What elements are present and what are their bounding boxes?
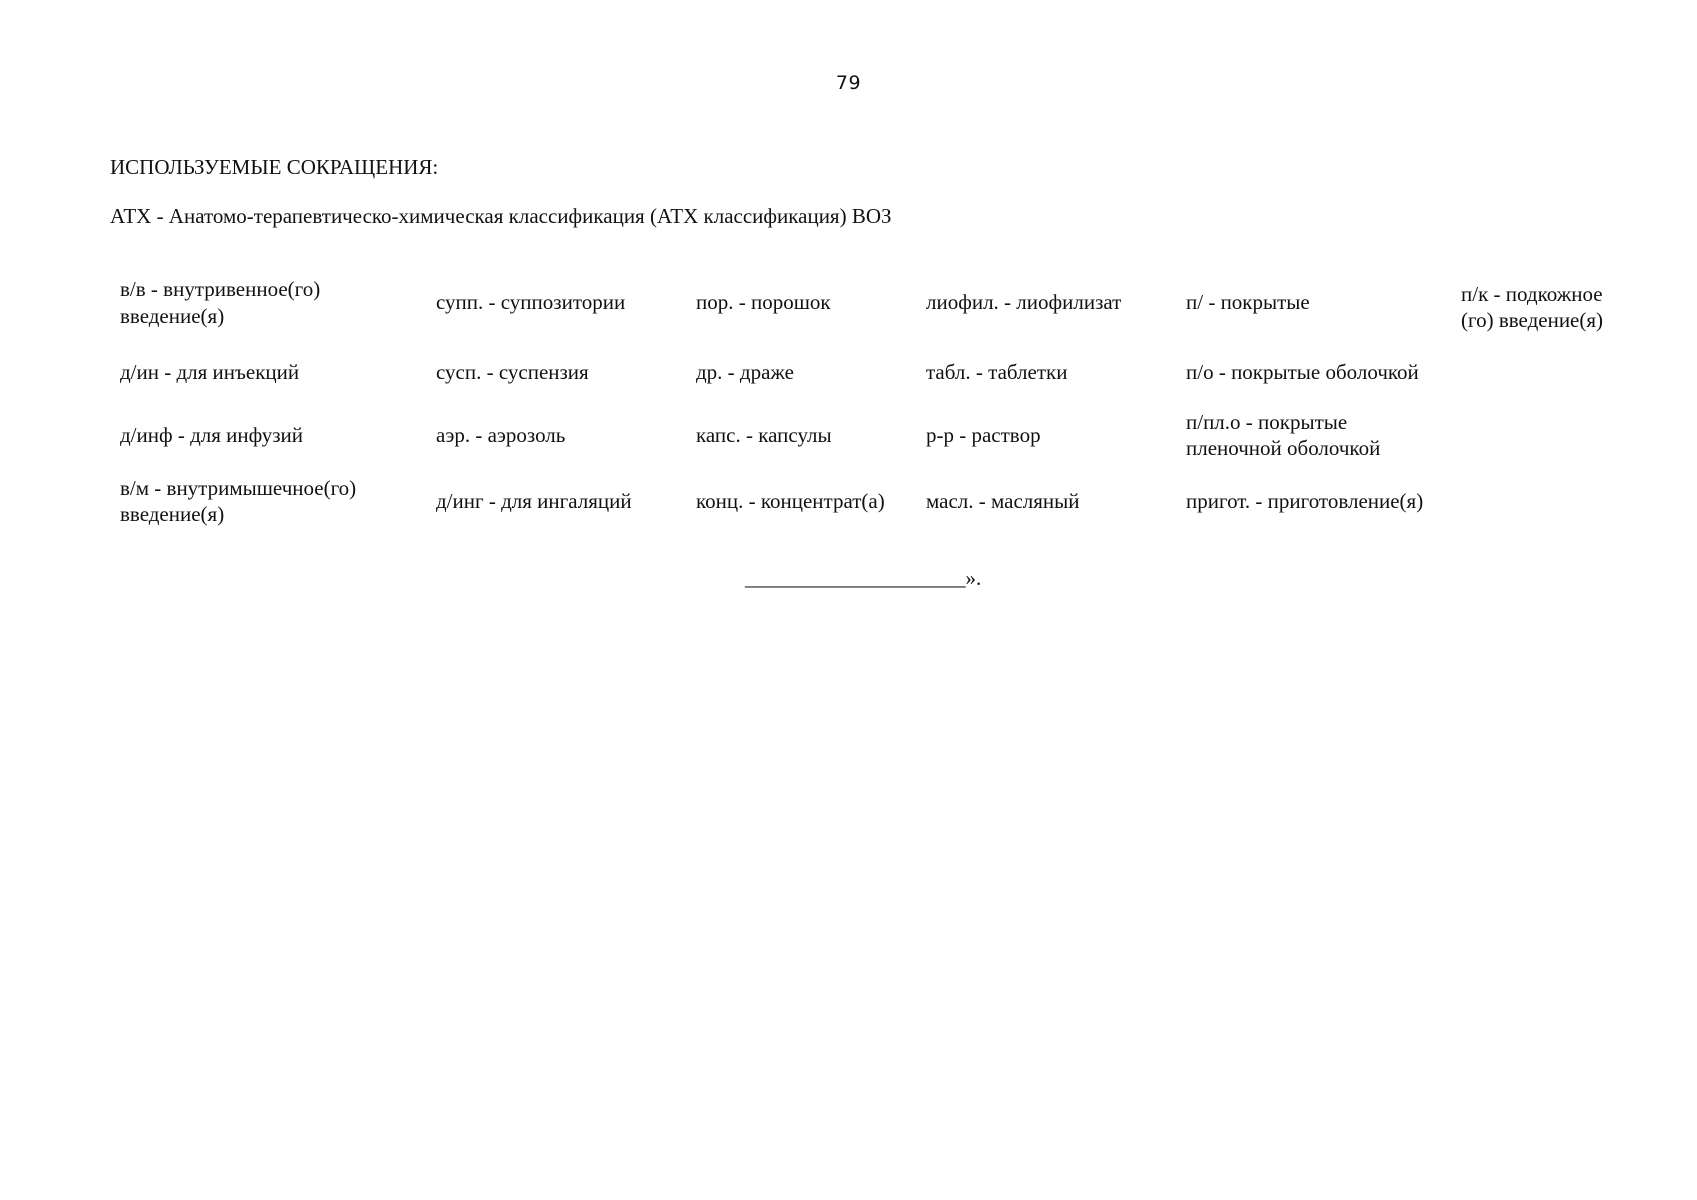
abbreviation-cell: д/инг - для ингаляций — [436, 488, 632, 513]
abbreviation-cell: пор. - порошок — [696, 290, 831, 315]
page-number: 79 — [835, 72, 862, 94]
abbreviation-cell: аэр. - аэрозоль — [436, 422, 566, 447]
abbreviation-cell: капс. - капсулы — [696, 422, 832, 447]
abbreviation-cell: п/пл.о - покрытые пленочной оболочкой — [1186, 409, 1381, 460]
abbreviation-cell: д/ин - для инъекций — [120, 359, 300, 384]
table-row — [110, 469, 1631, 533]
abbreviation-cell: др. - драже — [696, 359, 794, 384]
closing-line: _____________________». — [745, 566, 982, 590]
abbreviation-cell: супп. - суппозитории — [436, 290, 626, 315]
abbreviation-cell: масл. - масляный — [926, 488, 1080, 513]
abbreviation-cell — [1451, 401, 1631, 469]
atx-definition: АТХ - Анатомо-терапевтическо-химическая классификация (АТХ классификация) ВОЗ — [110, 204, 892, 228]
abbreviation-cell: сусп. - суспензия — [436, 359, 589, 384]
table-row — [110, 262, 1631, 343]
abbreviations-table — [110, 262, 1631, 533]
abbreviation-cell: табл. - таблетки — [926, 359, 1068, 384]
abbreviation-cell: р-р - раствор — [926, 422, 1041, 447]
abbreviation-cell: п/к - подкожное (го) введение(я) — [1461, 282, 1604, 333]
abbreviation-cell: п/о - покрытые оболочкой — [1186, 359, 1419, 384]
abbreviation-cell: пригот. - приготовление(я) — [1186, 488, 1424, 513]
abbreviation-cell — [1451, 343, 1631, 401]
abbreviation-cell: конц. - концентрат(а) — [696, 488, 885, 513]
abbreviations-heading: ИСПОЛЬЗУЕМЫЕ СОКРАЩЕНИЯ: — [110, 155, 439, 179]
abbreviation-cell: д/инф - для инфузий — [120, 422, 304, 447]
abbreviation-cell: лиофил. - лиофилизат — [926, 290, 1122, 315]
table-row — [110, 401, 1631, 469]
abbreviation-cell: п/ - покрытые — [1186, 290, 1310, 315]
abbreviation-cell: в/м - внутримышечное(го) введение(я) — [120, 475, 357, 526]
abbreviation-cell — [1451, 469, 1631, 533]
table-row — [110, 343, 1631, 401]
abbreviation-cell: в/в - внутривенное(го) введение(я) — [120, 277, 321, 328]
